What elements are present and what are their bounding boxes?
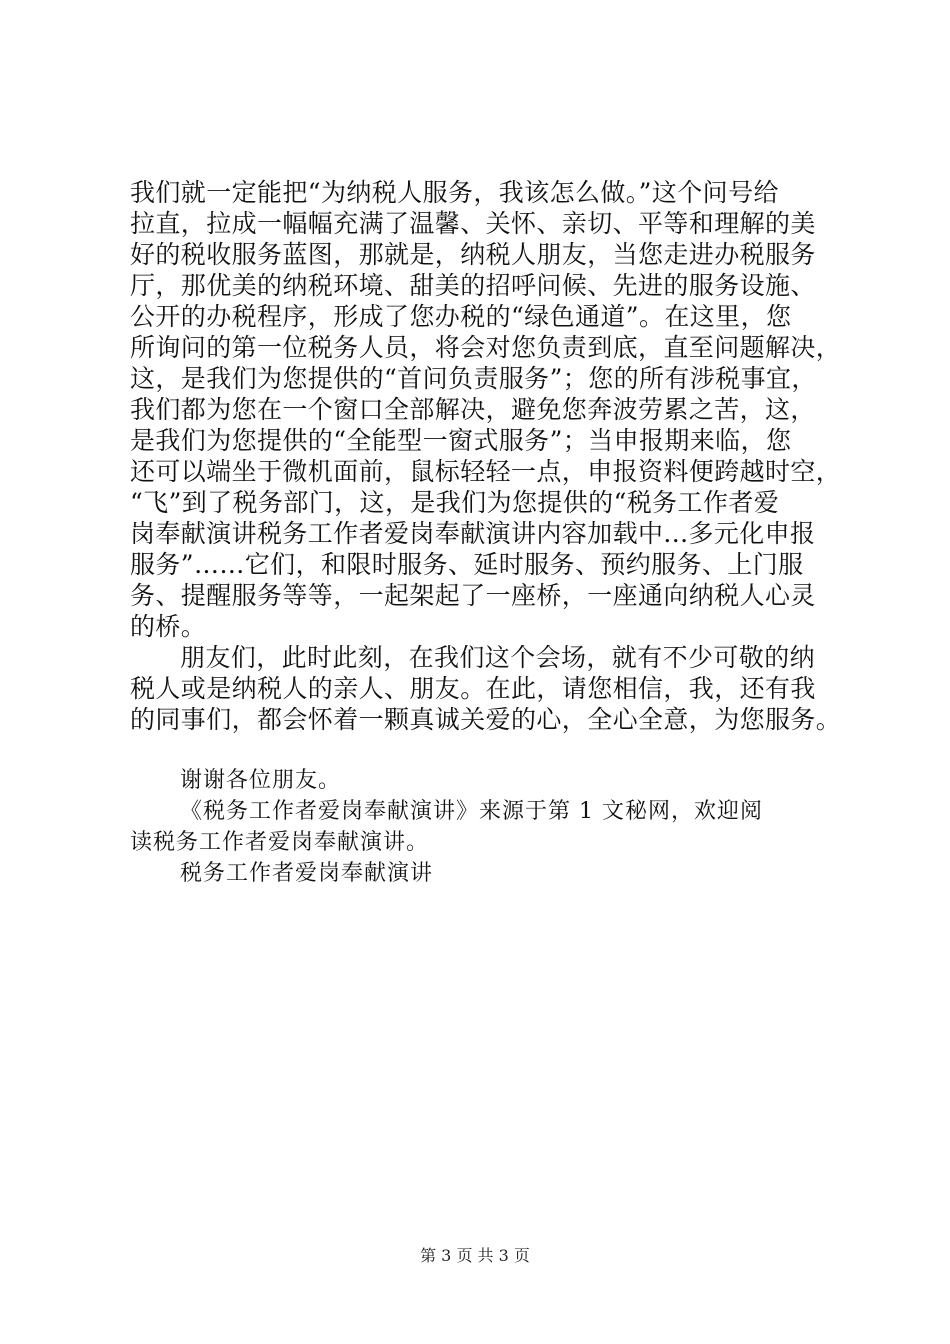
paragraph-friends <box>130 642 842 735</box>
page-number: 第 3 页 共 3 页 <box>420 1246 530 1265</box>
text-line: 好的税收服务蓝图，那就是，纳税人朋友，当您走进办税服务 <box>130 240 816 269</box>
text-line: 我们都为您在一个窗口全部解决，避免您奔波劳累之苦，这， <box>130 395 816 424</box>
text-line: 服务”……它们，和限时服务、延时服务、预约服务、上门服 <box>130 550 804 579</box>
paragraph-gap <box>130 735 836 765</box>
text-line: 厅，那优美的纳税环境、甜美的招呼问候、先进的服务设施、 <box>130 271 816 300</box>
text-line: 务、提醒服务等等，一起架起了一座桥，一座通向纳税人心灵 <box>130 581 816 610</box>
text-line: 这，是我们为您提供的“首问负责服务”；您的所有涉税事宜， <box>130 364 817 393</box>
text-line: 还可以端坐于微机面前，鼠标轻轻一点，申报资料便跨越时空， <box>130 457 842 486</box>
text-line: 我们就一定能把“为纳税人服务，我该怎么做。”这个问号给 <box>130 178 779 207</box>
source-note <box>130 796 836 858</box>
document-body <box>130 177 842 889</box>
text-line: 岗奉献演讲税务工作者爱岗奉献演讲内容加载中...多元化申报 <box>130 519 816 548</box>
tail-title: 税务工作者爱岗奉献演讲 <box>180 861 434 886</box>
paragraph-service <box>130 177 842 642</box>
text-line: 公开的办税程序，形成了您办税的“绿色通道”。在这里，您 <box>130 302 792 331</box>
text-line: 税人或是纳税人的亲人、朋友。在此，请您相信，我，还有我 <box>130 674 816 703</box>
text-line: 所询问的第一位税务人员，将会对您负责到底，直至问题解决， <box>130 333 842 362</box>
text-line: “飞”到了税务部门，这，是我们为您提供的“税务工作者爱 <box>130 488 780 517</box>
text-line: 的同事们，都会怀着一颗真诚关爱的心，全心全意，为您服务。 <box>130 705 842 734</box>
text-line: 朋友们，此时此刻，在我们这个会场，就有不少可敬的纳 <box>180 643 816 672</box>
closing-line: 谢谢各位朋友。 <box>180 768 342 793</box>
text-line: 的桥。 <box>130 612 207 641</box>
text-line: 《税务工作者爱岗奉献演讲》来源于第 1 文秘网，欢迎阅 <box>180 799 763 824</box>
text-line: 读税务工作者爱岗奉献演讲。 <box>130 830 430 855</box>
text-line: 是我们为您提供的“全能型一窗式服务”；当申报期来临，您 <box>130 426 792 455</box>
text-line: 拉直，拉成一幅幅充满了温馨、关怀、亲切、平等和理解的美 <box>130 209 816 238</box>
